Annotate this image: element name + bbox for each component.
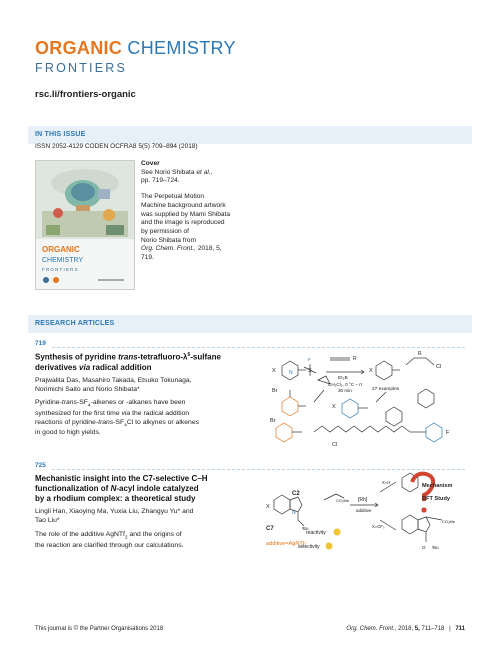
scheme2-tbu: ᵗBu (302, 526, 309, 531)
smiley-icon (334, 529, 341, 536)
scheme1-s: S (308, 368, 312, 374)
cover-text-6: Norio Shibata from (141, 236, 196, 244)
journal-url[interactable]: rsc.li/frontiers-organic (35, 89, 136, 100)
scheme1-conditions: CH₂Cl₂, 0 °C – rt (328, 382, 362, 387)
scheme1-x3: X (332, 404, 336, 410)
article-page-number: 725 (35, 462, 46, 469)
scheme1-time: 30 min (338, 388, 352, 393)
journal-title (35, 38, 236, 59)
footer-citation: Org. Chem. Front., 2018, 5, 711–718 | 711 (346, 626, 465, 632)
research-articles-heading: RESEARCH ARTICLES (35, 320, 115, 327)
scheme2-dft: DFT Study (422, 496, 450, 502)
article-divider (52, 347, 465, 348)
scheme2-o: O (422, 545, 426, 550)
smiley-icon (326, 543, 333, 550)
scheme2-selectivity: selectivity (298, 544, 320, 550)
scheme1-br2: Br (270, 418, 276, 424)
cover-text-8: 719. (141, 254, 154, 262)
article-authors: Lingli Han, Xiaoying Ma, Yuxia Liu, Zhangyu Yu* and Tao Liu* (35, 508, 194, 524)
scheme1-cl2: Cl (332, 442, 338, 448)
article-title[interactable]: Mechanistic insight into the C7-selective C–H functionalization of N-acyl indole catalyzed by a rhodium complex: a theoretical study (35, 474, 208, 503)
scheme2-mechanism: Mechanism (422, 483, 453, 489)
scheme1-x: X (272, 368, 276, 374)
scheme2-co2me: CO₂Me (336, 498, 350, 503)
article-title[interactable]: Synthesis of pyridine trans-$tetrafluoro-\lambda^6$-sulfane derivatives via radical addition (35, 352, 221, 372)
scheme2-rh: [Rh] (358, 497, 368, 503)
cover-brand-organic: ORGANIC (42, 245, 80, 254)
cover-logo-icon (53, 277, 59, 283)
scheme2-xcf3: X=CF₃ (372, 524, 385, 529)
scheme2-additive-eq: additive=AgNTf₂ (266, 541, 307, 547)
research-articles-bar (28, 315, 472, 333)
cover-brand-frontiers: FRONTIERS (42, 267, 79, 272)
scheme1-f2: F (446, 430, 450, 436)
cover-pages: pp. 719–724. (141, 177, 180, 185)
cover-journal-year: 2018, 5, (197, 245, 222, 253)
article-page-number: 719 (35, 340, 46, 347)
cover-text-2: Machine background artwork (141, 201, 226, 209)
scheme1-reagent: Et₃B (338, 376, 348, 381)
cover-etal: et al., (196, 168, 213, 176)
scheme2-tbu2: ᵗBu (432, 545, 439, 550)
scheme2-reactivity: reactivity (306, 530, 326, 536)
cover-info (141, 160, 261, 263)
scheme1-x2: X (369, 368, 373, 374)
cover-text-4: and the image is reproduced (141, 219, 225, 227)
scheme1-cl: Cl (436, 364, 442, 370)
cover-label: Cover (141, 160, 160, 167)
scheme2-c7: C7 (266, 526, 274, 532)
cover-logo-icon (43, 277, 49, 283)
scheme2-n: N (292, 510, 296, 516)
footer-copyright: This journal is © the Partner Organisations 2018 (35, 626, 164, 632)
journal-title-frontiers: FRONTIERS (35, 61, 128, 75)
scheme2-co2me2: CO₂Me (442, 519, 456, 524)
journal-title-chemistry: CHEMISTRY (127, 38, 236, 58)
article-authors: Prajwalita Das, Masahiro Takada, Etsuko Tokunaga, Norimichi Saito and Norio Shibata* (35, 377, 192, 393)
cover-text-5: by permission of (141, 227, 190, 235)
cover-see: See Norio Shibata (141, 168, 195, 176)
cover-text-1: The Perpetual Motion (141, 193, 205, 201)
cover-artwork (36, 161, 134, 289)
scheme2-xh: X=H (382, 480, 391, 485)
journal-title-organic: ORGANIC (35, 38, 123, 58)
cover-image[interactable] (35, 160, 135, 290)
scheme1-count: 27 examples (372, 387, 400, 392)
cover-text-3: was supplied by Mami Shibata (141, 210, 231, 218)
graphical-abstract-1 (268, 350, 465, 453)
footer-page-number: 711 (455, 626, 465, 632)
scheme1-br: Br (272, 388, 278, 394)
scheme1-f: F (308, 357, 311, 362)
scheme1-n: N (289, 370, 293, 376)
scheme2-x: X (266, 504, 270, 510)
article-abstract: The role of the additive AgNTf$_2$ and the origins of the reaction are clarified through our calculations. (35, 531, 184, 549)
cover-journal-ref: Org. Chem. Front., (141, 245, 196, 253)
scheme2-additive: additive (356, 508, 372, 513)
scheme1-r: R (353, 356, 357, 362)
scheme1-r2: R (418, 351, 422, 357)
in-this-issue-heading: IN THIS ISSUE (35, 131, 86, 138)
article-abstract: Pyridine-$trans-SF_4$-alkenes or -alkanes have been synthesized for the first time via the radical addition reactions of pyridine-$trans-SF_4Cl$ to alkynes or alkenes in good to high yields. (35, 399, 200, 437)
graphical-abstract-2 (262, 470, 467, 560)
scheme2-c2: C2 (292, 491, 300, 497)
in-this-issue-bar (28, 126, 472, 144)
issn-line: ISSN 2052-4129 CODEN OCFRA8 5(5) 709–894 (2018) (35, 143, 198, 150)
cover-brand-chemistry: CHEMISTRY (42, 257, 84, 264)
